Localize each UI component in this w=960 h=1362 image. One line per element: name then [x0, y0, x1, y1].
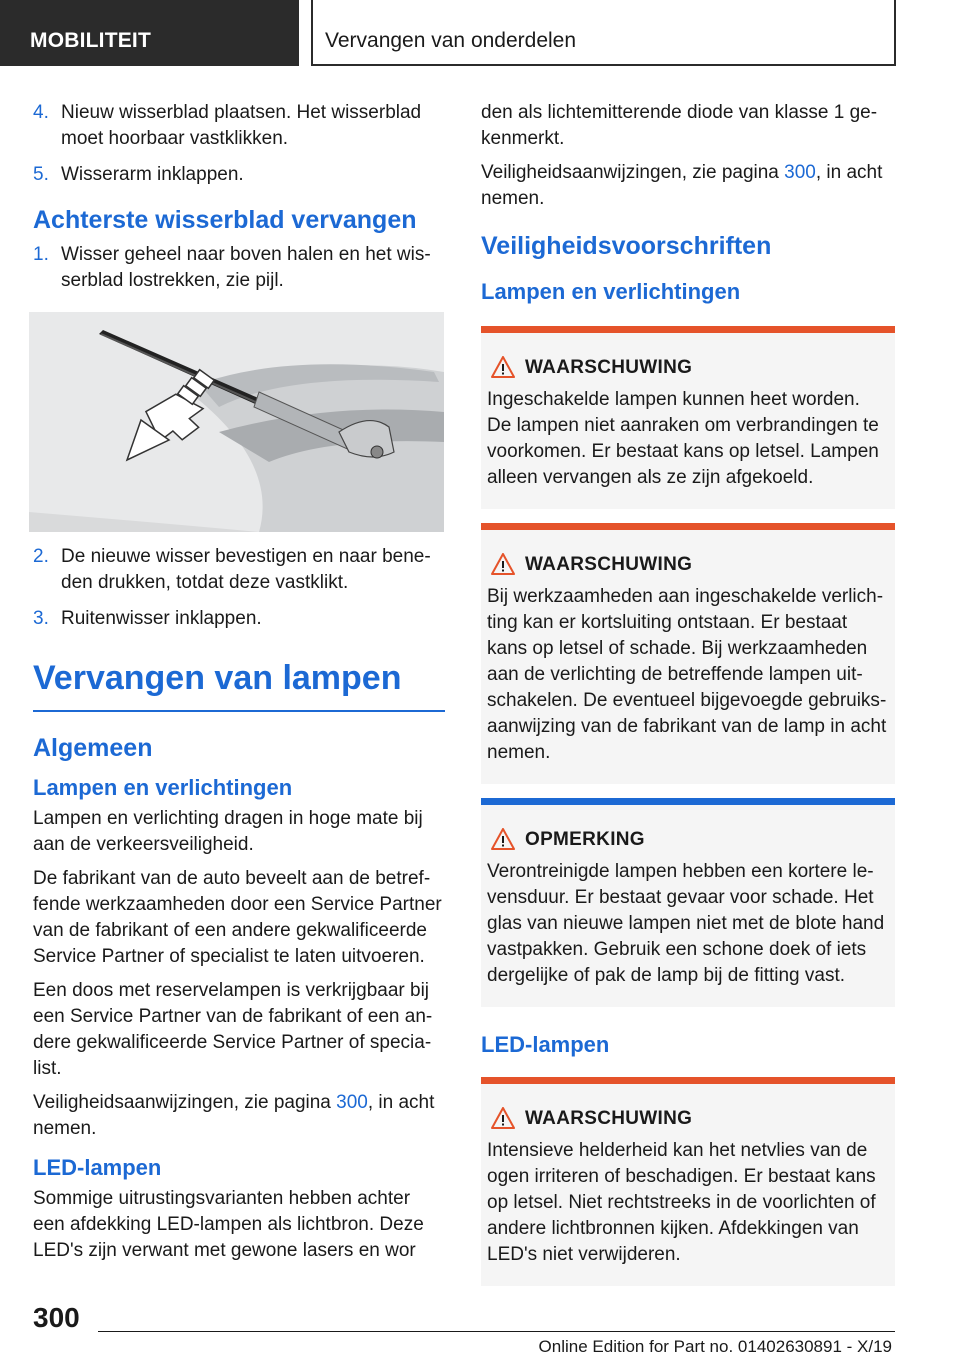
page-link[interactable]: 300	[336, 1092, 368, 1113]
header-section-title: MOBILITEIT	[0, 0, 299, 66]
right-column	[481, 100, 895, 1300]
step-item	[33, 544, 445, 596]
chapter-heading-lamps: Vervangen van lampen	[33, 658, 445, 712]
step-number: 2.	[33, 546, 49, 567]
footer-edition: Online Edition for Part no. 01402630891 - X/19	[538, 1337, 892, 1356]
callout-text: Intensieve helderheid kan het netvlies van de ogen irriteren of beschadigen. Er bestaat kans op letsel. Niet rechtstreeks in de voorlichten of andere lichtbronnen kijken. Afdekkingen van LED's niet verwijderen.	[487, 1140, 876, 1265]
safety-reference: Veiligheidsaanwijzingen, zie pagina 300, in acht nemen.	[33, 1092, 435, 1139]
warning-callout	[481, 523, 895, 784]
warning-triangle-icon	[491, 356, 515, 378]
safety-reference: Veiligheidsaanwijzingen, zie pagina 300, in acht nemen.	[481, 162, 883, 209]
callout-text: Verontreinigde lampen hebben een kortere levensduur. Er bestaat gevaar voor schade. Het glas van nieuwe lampen niet met de blote hand vastpakken. Gebruik een schone doek of iets dergelijke of pak de lamp bij de fitting vast.	[487, 861, 885, 986]
paragraph: Lampen en verlichting dragen in hoge mate bij aan de verkeersveiligheid.	[33, 808, 423, 855]
callout-heading: OPMERKING	[525, 829, 645, 850]
header-chapter-title: Vervangen van onderdelen	[311, 0, 896, 66]
callout-heading: WAARSCHUWING	[525, 357, 693, 378]
callout-heading: WAARSCHUWING	[525, 1108, 693, 1129]
paragraph: De fabrikant van de auto beveelt aan de betreffende werkzaamheden door een Service Partner van de fabrikant of een andere gekwalificeerde Service Partner of specialist te laten uitvoeren.	[33, 868, 442, 967]
step-text: Wisser geheel naar boven halen en het wisserblad lostrekken, zie pijl.	[61, 244, 431, 291]
step-text: Ruitenwisser inklappen.	[61, 608, 262, 629]
step-item	[33, 606, 445, 632]
paragraph: Een doos met reservelampen is verkrijgbaar bij een Service Partner van de fabrikant of een andere gekwalificeerde Service Partner of specialist.	[33, 980, 433, 1079]
step-number: 3.	[33, 608, 49, 629]
warning-callout	[481, 326, 895, 509]
subsection-heading-led: LED-lampen	[33, 1155, 162, 1180]
left-column	[33, 100, 445, 1272]
footer-divider	[98, 1331, 895, 1332]
section-heading-safety: Veiligheidsvoorschriften	[481, 232, 772, 260]
subsection-heading-lighting: Lampen en verlichtingen	[33, 775, 293, 800]
warning-triangle-icon	[491, 553, 515, 575]
callout-text: Bij werkzaamheden aan ingeschakelde verlichting kan er kortsluiting ontstaan. Er bestaat kans op letsel of schade. Bij werkzaamheden aan de verlichting de betreffende lampen uitschakelen. De eventueel bijgevoegde gebruiksaanwijzing van de fabrikant van de lamp in acht nemen.	[487, 586, 887, 763]
warning-callout	[481, 1077, 895, 1286]
section-heading-rear-wiper: Achterste wisserblad vervangen	[33, 206, 417, 234]
step-item	[33, 242, 445, 294]
notice-triangle-icon	[491, 828, 515, 850]
page-header	[0, 0, 960, 66]
step-number: 5.	[33, 164, 49, 185]
callout-text: Ingeschakelde lampen kunnen heet worden. De lampen niet aanraken om verbrandingen te voorkomen. Er bestaat kans op letsel. Lampen alleen vervangen als ze zijn afgekoeld.	[487, 389, 879, 488]
subsection-heading-lighting: Lampen en verlichtingen	[481, 279, 741, 304]
step-text: De nieuwe wisser bevestigen en naar beneden drukken, totdat deze vastklikt.	[61, 546, 431, 593]
subsection-heading-led: LED-lampen	[481, 1032, 610, 1057]
step-number: 4.	[33, 102, 49, 123]
section-heading-general: Algemeen	[33, 734, 153, 762]
paragraph: Sommige uitrustingsvarianten hebben achter een afdekking LED-lampen als lichtbron. Deze LED's zijn verwant met gewone lasers en wor	[33, 1188, 424, 1261]
step-text: Wisserarm inklappen.	[61, 164, 244, 185]
callout-heading: WAARSCHUWING	[525, 554, 693, 575]
step-number: 1.	[33, 244, 49, 265]
step-item	[33, 100, 445, 152]
step-item	[33, 162, 445, 188]
notice-callout	[481, 798, 895, 1007]
paragraph: den als lichtemitterende diode van klasse 1 gekenmerkt.	[481, 102, 878, 149]
wiper-illustration	[29, 312, 444, 532]
page-link[interactable]: 300	[784, 162, 816, 183]
warning-triangle-icon	[491, 1107, 515, 1129]
page-number: 300	[33, 1302, 80, 1333]
step-text: Nieuw wisserblad plaatsen. Het wisserblad moet hoorbaar vastklikken.	[61, 102, 422, 149]
